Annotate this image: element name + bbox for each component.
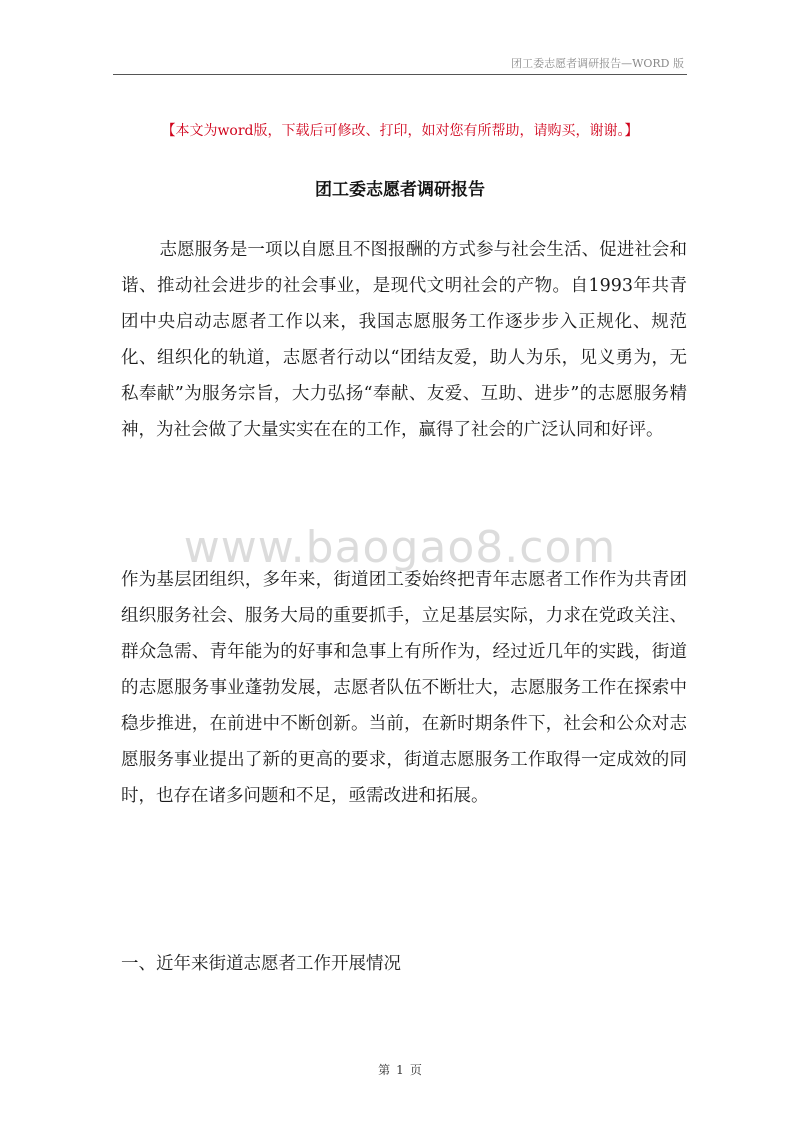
- footer-prefix: 第: [378, 1063, 391, 1077]
- paragraph-body: 作为基层团组织，多年来，街道团工委始终把青年志愿者工作作为共青团组织服务社会、服务大局的重要抓手，立足基层实际，力求在党政关注、群众急需、青年能为的好事和急事上有所作为，经过近几年的实践，街道的志愿服务事业蓬勃发展，志愿者队伍不断壮大，志愿服务工作在探索中稳步推进，在前进中不断创新。当前，在新时期条件下，社会和公众对志愿服务事业提出了新的更高的要求，街道志愿服务工作取得一定成效的同时，也存在诸多问题和不足，亟需改进和拓展。: [121, 570, 687, 806]
- watermark-text: www.baogao8.com: [183, 522, 617, 573]
- header-divider: [113, 74, 687, 75]
- page-footer: [0, 1061, 800, 1078]
- document-title: 团工委志愿者调研报告: [315, 180, 485, 200]
- paragraph-intro: 志愿服务是一项以自愿且不图报酬的方式参与社会生活、促进社会和谐、推动社会进步的社会事业，是现代文明社会的产物。自1993年共青团中央启动志愿者工作以来，我国志愿服务工作逐步步入正规化、规范化、组织化的轨道，志愿者行动以“团结友爱，助人为乐，见义勇为，无私奉献”为服务宗旨，大力弘扬“奉献、友爱、互助、进步”的志愿服务精神，为社会做了大量实实在在的工作，赢得了社会的广泛认同和好评。: [121, 240, 687, 440]
- page-number: 1: [396, 1063, 404, 1077]
- purchase-notice: 【本文为word版，下载后可修改、打印，如对您有所帮助，请购买，谢谢。】: [161, 123, 639, 139]
- footer-suffix: 页: [409, 1063, 422, 1077]
- running-header: 团工委志愿者调研报告—WORD 版: [511, 57, 684, 70]
- section-heading: 一、近年来街道志愿者工作开展情况: [121, 954, 401, 974]
